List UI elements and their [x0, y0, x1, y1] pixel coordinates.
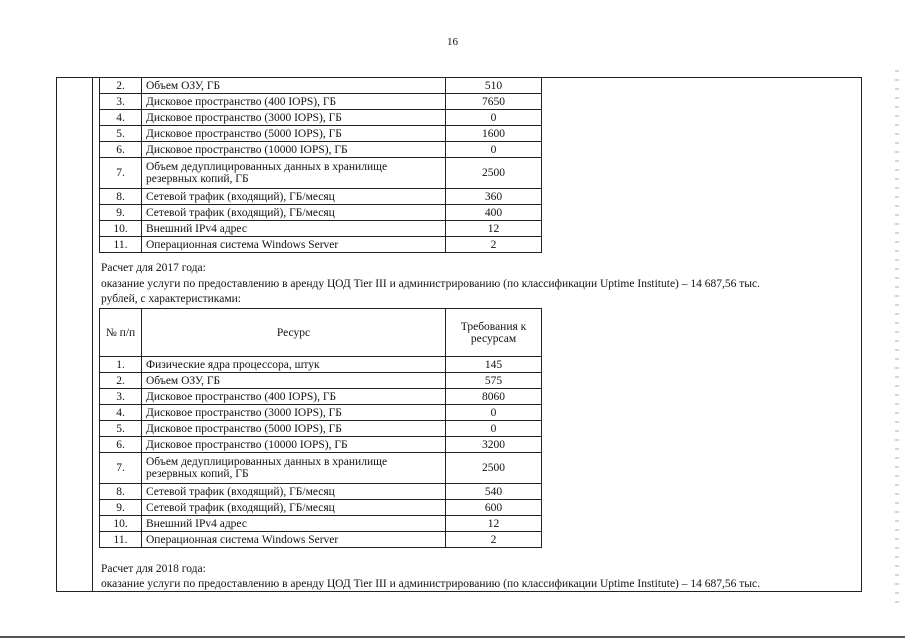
- row-number: 11.: [100, 532, 142, 548]
- resource-name: Объем дедуплицированных данных в хранилище резервных копий, ГБ: [142, 453, 446, 484]
- resource-value: 510: [446, 78, 542, 94]
- table-row: [100, 189, 542, 205]
- row-number: 6.: [100, 142, 142, 158]
- row-number: 9.: [100, 205, 142, 221]
- resource-name: Дисковое пространство (5000 IOPS), ГБ: [142, 126, 446, 142]
- resource-value: 12: [446, 221, 542, 237]
- table-row: [100, 78, 542, 94]
- resource-table-2016: [99, 77, 542, 253]
- resource-value: 400: [446, 205, 542, 221]
- resource-value: 145: [446, 357, 542, 373]
- resource-name: Сетевой трафик (входящий), ГБ/месяц: [142, 500, 446, 516]
- resource-value: 7650: [446, 94, 542, 110]
- resource-value: 0: [446, 405, 542, 421]
- row-number: 8.: [100, 484, 142, 500]
- resource-name: Физические ядра процессора, штук: [142, 357, 446, 373]
- table-row: [100, 221, 542, 237]
- resource-name: Внешний IPv4 адрес: [142, 516, 446, 532]
- row-number: 6.: [100, 437, 142, 453]
- row-number: 7.: [100, 453, 142, 484]
- row-number: 2.: [100, 78, 142, 94]
- table-row: [100, 205, 542, 221]
- column-header-number: № п/п: [100, 309, 142, 357]
- row-number: 4.: [100, 110, 142, 126]
- table-row: [100, 389, 542, 405]
- table-row: [100, 126, 542, 142]
- resource-name: Операционная система Windows Server: [142, 237, 446, 253]
- resource-name: Объем ОЗУ, ГБ: [142, 373, 446, 389]
- table-row: [100, 405, 542, 421]
- table-header-row: [100, 309, 542, 357]
- calc-2018-heading: Расчет для 2018 года:: [101, 563, 206, 575]
- scan-edge-marks: [895, 70, 899, 610]
- resource-name: Объем ОЗУ, ГБ: [142, 78, 446, 94]
- table-row: [100, 437, 542, 453]
- calc-2017-heading: Расчет для 2017 года:: [101, 262, 206, 274]
- resource-name: Дисковое пространство (400 IOPS), ГБ: [142, 94, 446, 110]
- resource-value: 2: [446, 532, 542, 548]
- row-number: 10.: [100, 516, 142, 532]
- table-row: [100, 484, 542, 500]
- resource-value: 12: [446, 516, 542, 532]
- resource-value: 2500: [446, 453, 542, 484]
- row-number: 10.: [100, 221, 142, 237]
- row-number: 5.: [100, 126, 142, 142]
- resource-value: 2: [446, 237, 542, 253]
- resource-name: Сетевой трафик (входящий), ГБ/месяц: [142, 205, 446, 221]
- resource-name: Дисковое пространство (3000 IOPS), ГБ: [142, 405, 446, 421]
- table-row: [100, 110, 542, 126]
- page-bottom-rule: [0, 636, 905, 638]
- table-row: [100, 453, 542, 484]
- resource-value: 0: [446, 110, 542, 126]
- resource-value: 600: [446, 500, 542, 516]
- resource-value: 2500: [446, 158, 542, 189]
- row-number: 5.: [100, 421, 142, 437]
- page-number: 16: [447, 36, 458, 48]
- row-number: 3.: [100, 94, 142, 110]
- resource-name: Объем дедуплицированных данных в хранилище резервных копий, ГБ: [142, 158, 446, 189]
- resource-name: Операционная система Windows Server: [142, 532, 446, 548]
- resource-value: 540: [446, 484, 542, 500]
- table-row: [100, 237, 542, 253]
- table-row: [100, 500, 542, 516]
- resource-value: 1600: [446, 126, 542, 142]
- table-row: [100, 373, 542, 389]
- table-row: [100, 94, 542, 110]
- table-row: [100, 516, 542, 532]
- row-number: 2.: [100, 373, 142, 389]
- table-row: [100, 158, 542, 189]
- resource-name: Дисковое пространство (5000 IOPS), ГБ: [142, 421, 446, 437]
- row-number: 11.: [100, 237, 142, 253]
- column-header-requirements: Требования к ресурсам: [446, 309, 542, 357]
- resource-name: Сетевой трафик (входящий), ГБ/месяц: [142, 484, 446, 500]
- resource-value: 8060: [446, 389, 542, 405]
- resource-value: 3200: [446, 437, 542, 453]
- column-header-resource: Ресурс: [142, 309, 446, 357]
- resource-name: Сетевой трафик (входящий), ГБ/месяц: [142, 189, 446, 205]
- calc-2017-text-continued: рублей, с характеристиками:: [101, 293, 241, 305]
- resource-value: 0: [446, 142, 542, 158]
- resource-value: 575: [446, 373, 542, 389]
- table-row: [100, 142, 542, 158]
- row-number: 3.: [100, 389, 142, 405]
- resource-table-2017: [99, 308, 542, 548]
- resource-value: 0: [446, 421, 542, 437]
- row-number: 4.: [100, 405, 142, 421]
- resource-name: Дисковое пространство (400 IOPS), ГБ: [142, 389, 446, 405]
- row-number: 1.: [100, 357, 142, 373]
- table-row: [100, 532, 542, 548]
- table-row: [100, 357, 542, 373]
- row-number: 7.: [100, 158, 142, 189]
- calc-2017-text: оказание услуги по предоставлению в аренду ЦОД Tier III и администрированию (по классификации Uptime Institute) – 14 687,56 тыс.: [101, 278, 760, 290]
- table-row: [100, 421, 542, 437]
- resource-name: Дисковое пространство (10000 IOPS), ГБ: [142, 437, 446, 453]
- resource-name: Внешний IPv4 адрес: [142, 221, 446, 237]
- row-number: 8.: [100, 189, 142, 205]
- resource-value: 360: [446, 189, 542, 205]
- resource-name: Дисковое пространство (10000 IOPS), ГБ: [142, 142, 446, 158]
- row-number: 9.: [100, 500, 142, 516]
- calc-2018-text: оказание услуги по предоставлению в аренду ЦОД Tier III и администрированию (по классификации Uptime Institute) – 14 687,56 тыс.: [101, 578, 760, 590]
- resource-name: Дисковое пространство (3000 IOPS), ГБ: [142, 110, 446, 126]
- frame-divider: [92, 77, 93, 592]
